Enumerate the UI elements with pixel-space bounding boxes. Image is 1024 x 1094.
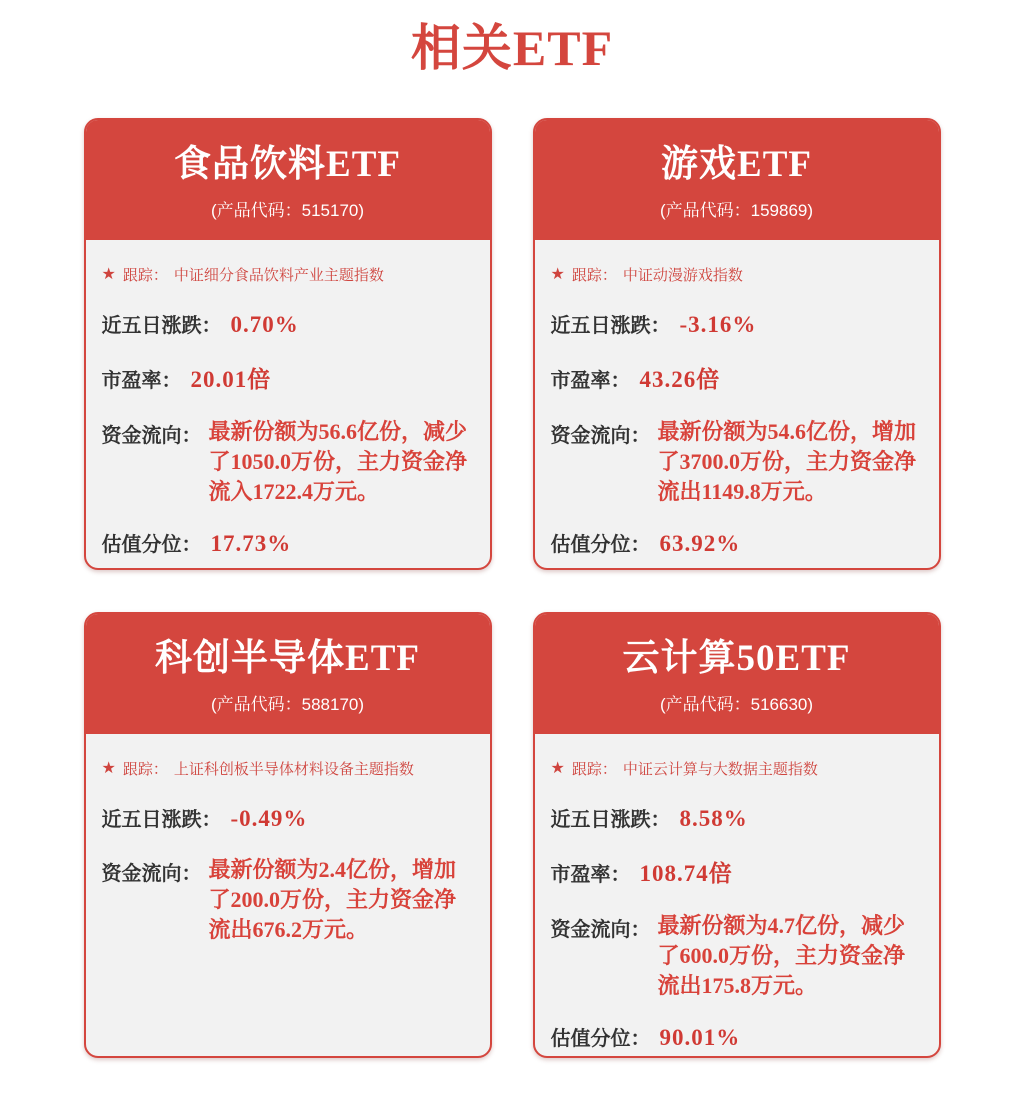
etf-card-body xyxy=(86,240,490,557)
pe-ratio-value: 20.01倍 xyxy=(190,367,272,392)
etf-card-cloud-computing xyxy=(533,612,941,1058)
etf-name: 科创半导体ETF xyxy=(155,637,420,679)
pe-ratio-value: 43.26倍 xyxy=(639,367,721,392)
etf-card-body xyxy=(535,240,939,557)
tracked-index-name: 上证科创板半导体材料设备主题指数 xyxy=(173,761,414,778)
five-day-change-value: -0.49% xyxy=(230,806,308,831)
five-day-change-label: 近五日涨跌： xyxy=(101,809,222,831)
tracked-index-name: 中证动漫游戏指数 xyxy=(622,267,743,284)
valuation-percentile-label: 估值分位： xyxy=(550,534,651,556)
etf-card-gaming xyxy=(533,118,941,570)
page-title: 相关ETF xyxy=(410,20,614,76)
fund-flow-value: 最新份额为4.7亿份，减少了600.0万份，主力资金净流出175.8万元。 xyxy=(657,913,906,998)
fund-flow-value: 最新份额为2.4亿份，增加了200.0万份，主力资金净流出676.2万元。 xyxy=(208,857,457,942)
five-day-change-label: 近五日涨跌： xyxy=(550,315,671,337)
star-icon: ★ xyxy=(550,265,565,283)
tracked-index-name: 中证细分食品饮料产业主题指数 xyxy=(173,267,384,284)
star-icon: ★ xyxy=(101,759,116,777)
fund-flow-row xyxy=(551,911,923,1001)
star-icon: ★ xyxy=(101,265,116,283)
pe-ratio-value: 108.74倍 xyxy=(639,861,733,886)
fund-flow-label: 资金流向： xyxy=(101,863,202,885)
etf-name: 食品饮料ETF xyxy=(174,143,401,185)
fund-flow-value: 最新份额为54.6亿份，增加了3700.0万份，主力资金净流出1149.8万元。 xyxy=(657,419,917,504)
five-day-change-row xyxy=(102,803,474,832)
etf-card-header xyxy=(533,118,941,240)
etf-card-header xyxy=(533,612,941,734)
etf-card-body xyxy=(86,734,490,945)
valuation-percentile-value: 17.73% xyxy=(210,531,292,556)
tracking-label: 跟踪： xyxy=(571,761,617,778)
fund-flow-value: 最新份额为56.6亿份，减少了1050.0万份，主力资金净流入1722.4万元。 xyxy=(208,419,468,504)
valuation-percentile-row xyxy=(551,1022,923,1051)
etf-card-body xyxy=(535,734,939,1051)
fund-flow-label: 资金流向： xyxy=(550,425,651,447)
pe-ratio-label: 市盈率： xyxy=(550,864,631,886)
valuation-percentile-row xyxy=(551,528,923,557)
tracking-row xyxy=(551,758,923,779)
fund-flow-row xyxy=(102,855,474,945)
five-day-change-row xyxy=(102,309,474,338)
tracking-row xyxy=(551,264,923,285)
five-day-change-value: 0.70% xyxy=(230,312,299,337)
star-icon: ★ xyxy=(550,759,565,777)
tracking-row xyxy=(102,758,474,779)
tracked-index-name: 中证云计算与大数据主题指数 xyxy=(622,761,818,778)
etf-product-code: (产品代码：515170) xyxy=(210,200,365,220)
etf-product-code: (产品代码：588170) xyxy=(210,694,365,714)
valuation-percentile-label: 估值分位： xyxy=(101,534,202,556)
etf-product-code: (产品代码：516630) xyxy=(659,694,814,714)
fund-flow-row xyxy=(551,417,923,507)
tracking-label: 跟踪： xyxy=(122,267,168,284)
etf-name: 云计算50ETF xyxy=(622,637,851,679)
pe-ratio-label: 市盈率： xyxy=(101,370,182,392)
five-day-change-row xyxy=(551,803,923,832)
etf-card-food-beverage xyxy=(84,118,492,570)
tracking-row xyxy=(102,264,474,285)
valuation-percentile-label: 估值分位： xyxy=(550,1028,651,1050)
etf-card-star-semiconductor xyxy=(84,612,492,1058)
fund-flow-row xyxy=(102,417,474,507)
pe-ratio-row xyxy=(551,855,923,888)
pe-ratio-row xyxy=(102,361,474,394)
pe-ratio-row xyxy=(551,361,923,394)
five-day-change-value: -3.16% xyxy=(679,312,757,337)
pe-ratio-label: 市盈率： xyxy=(550,370,631,392)
five-day-change-label: 近五日涨跌： xyxy=(550,809,671,831)
etf-card-header xyxy=(84,118,492,240)
valuation-percentile-value: 90.01% xyxy=(659,1025,741,1050)
tracking-label: 跟踪： xyxy=(122,761,168,778)
valuation-percentile-value: 63.92% xyxy=(659,531,741,556)
fund-flow-label: 资金流向： xyxy=(101,425,202,447)
tracking-label: 跟踪： xyxy=(571,267,617,284)
etf-card-header xyxy=(84,612,492,734)
five-day-change-label: 近五日涨跌： xyxy=(101,315,222,337)
fund-flow-label: 资金流向： xyxy=(550,919,651,941)
etf-cards-grid xyxy=(84,118,941,1058)
etf-name: 游戏ETF xyxy=(661,143,812,185)
valuation-percentile-row xyxy=(102,528,474,557)
etf-product-code: (产品代码：159869) xyxy=(659,200,814,220)
five-day-change-value: 8.58% xyxy=(679,806,748,831)
five-day-change-row xyxy=(551,309,923,338)
